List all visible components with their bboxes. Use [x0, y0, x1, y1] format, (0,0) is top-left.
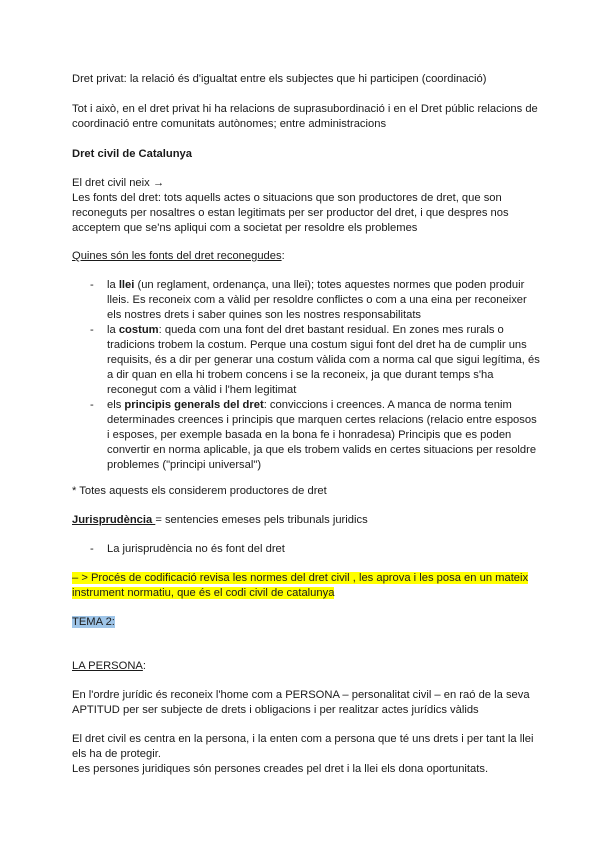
jurisprudencia-list: [72, 542, 542, 557]
fonts-definition: Les fonts del dret: tots aquells actes o situacions que son productores de dret, que son reconeguts per nosaltres o estan legitimats per ser productor del dret, i que despres nos acceptem que se'ns apliqui com a societat per resoldre els problemes: [72, 192, 509, 234]
term-llei: llei: [118, 279, 135, 291]
heading-fonts-reconegudes: [72, 249, 542, 264]
paragraph-codificacio: [72, 571, 542, 601]
list-item-llei: [72, 278, 542, 323]
list-item-principis: [72, 398, 542, 473]
heading-dret-civil: Dret civil de Catalunya: [72, 148, 192, 160]
list-item-costum: [72, 323, 542, 398]
codificacio-highlight: – > Procés de codificació revisa les normes del dret civil , les aprova i les posa en un mateix instrument normatiu, que és el codi civil de catalunya: [72, 572, 529, 599]
paragraph-suprasubordinacio: Tot i això, en el dret privat hi ha relacions de suprasubordinació i en el Dret públic relacions de coordinació entre comunitats autònomes; entre administracions: [72, 103, 538, 130]
persona-heading-text: LA PERSONA: [72, 660, 143, 672]
term-costum: costum: [118, 324, 159, 336]
persona-dret-civil-text: El dret civil es centra en la persona, i la enten com a persona que té uns drets i per tant la llei els ha de protegir.: [72, 733, 534, 760]
list-item-prefix: la: [107, 324, 119, 336]
list-item-text: : queda com una font del dret bastant residual. En zones mes rurals o tradicions trobem la costum. Perque una costum sigui font del dret ha de cumplir uns requisits, és a dir per generar una costum vàlida com a norma cal que sigui legítima, és a dir quan en ella hi trobem concens i se la reconeix, ja que durant temps s'ha reconegut com a vàlid i l'hem legitimat: [107, 324, 540, 396]
fonts-heading-text: Quines són les fonts del dret reconegudes: [72, 250, 282, 262]
paragraph-persona-dret-civil: [72, 732, 542, 777]
fonts-list: [72, 278, 542, 473]
note-productores: * Totes aquests els considerem productores de dret: [72, 485, 327, 497]
list-item-jurisprudencia: - La jurisprudència no és font del dret: [72, 542, 542, 557]
list-item-text: (un reglament, ordenança, una llei); totes aquestes normes que poden produir lleis. Es reconeix com a vàlid per resoldre conflictes o com a una eina per reconeixer els nostres drets i saber quines son les nostres responsabilitats: [107, 279, 527, 321]
dret-civil-neix: El dret civil neix →: [72, 177, 165, 189]
term-jurisprudencia: Jurisprudència: [72, 514, 156, 526]
paragraph-jurisprudencia: [72, 513, 542, 528]
persona-heading-colon: :: [142, 660, 146, 672]
paragraph-persona-aptitud: En l'ordre jurídic és reconeix l'home com a PERSONA – personalitat civil – en raó de la seva APTITUD per ser subjecte de drets i obligacions i per realitzar actes jurídics vàlids: [72, 689, 530, 716]
paragraph-fonts-del-dret: [72, 176, 542, 236]
persones-juridiques-text: Les persones juridiques són persones creades pel dret i la llei els dona oportunitats.: [72, 763, 489, 775]
list-item-text: : conviccions i creences. A manca de norma tenim determinades creences i principis que marquen certes relacions (relacio entre esposos i esposes, per exemple basada en la bona fe i honradesa) Principis que es poden convertir en norma aplicable, ja que els trobem valids en certes situacions per resoldre problemes ("principi universal"): [107, 399, 537, 471]
list-item-prefix: la: [107, 279, 119, 291]
term-principis-generals: principis generals del dret: [124, 399, 264, 411]
paragraph-dret-privat: Dret privat: la relació és d'igualtat entre els subjectes que hi participen (coordinació): [72, 73, 487, 85]
tema-highlight: TEMA 2:: [72, 616, 115, 628]
heading-la-persona: [72, 659, 542, 674]
list-item-prefix: els: [107, 399, 125, 411]
fonts-heading-colon: :: [281, 250, 285, 262]
tema-label: [72, 615, 542, 630]
jurisprudencia-definition: = sentencies emeses pels tribunals juridics: [155, 514, 368, 526]
